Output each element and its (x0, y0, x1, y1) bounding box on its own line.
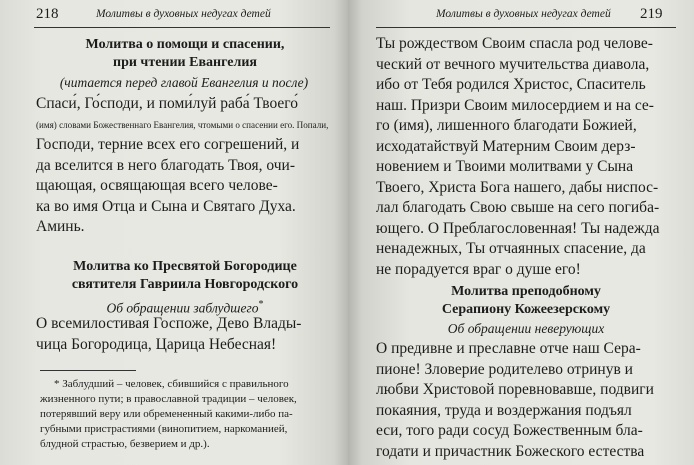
prayer2-title-line: святителя Гавриила Новгородского (71, 277, 299, 292)
prayer1-rubric: (читается перед главой Евангелия и после) (59, 75, 309, 90)
text-line: еси, того ради сосуд Божественным бла- (376, 422, 643, 439)
text-line: исходатайствуй Матерним Своим дерз- (376, 137, 636, 155)
text-line: покаяния, труда и воздержания подъял (376, 401, 632, 419)
footnote (40, 377, 330, 452)
footnote-line: губными пристрастиями (винопитием, наркоманией, (40, 423, 288, 435)
text-line: Спаси́, Го́споди, и поми́луй раба́ Твоего́ (36, 95, 298, 112)
prayer1-title-line: Молитва о помощи и спасении, (85, 37, 285, 52)
prayer3-title-line: Серапиону Кожеезерскому (441, 302, 611, 317)
right-page (348, 0, 694, 465)
prayer2-title (40, 258, 330, 294)
text-line: (имя) словами Божественнаго Евангелия, чтомыми о спасении его. Попали, (36, 119, 329, 130)
text-line: Ты рождеством Своим спасла род челове- (376, 35, 653, 52)
text-line: да вселится в него благодать Твоя, очи- (36, 156, 295, 174)
prayer1-text (36, 94, 332, 238)
prayer1-title-line: при чтении Евангелия (113, 55, 257, 70)
text-line: лал благодать Свою свыше на сего погиба- (376, 199, 660, 216)
prayer2-subtitle-text: Об обращении заблудшего (106, 300, 259, 316)
footnote-line: * Заблудший – человек, сбившийся с правильного (54, 378, 289, 390)
header-rule-right (376, 27, 676, 28)
text-line: щающая, освящающая всего челове- (36, 177, 278, 194)
text-line: го (имя), лишенного благодати Божией, (376, 117, 637, 134)
prayer2-title-line: Молитва ко Пресвятой Богородице (73, 259, 297, 274)
text-line: не порадуется враг о душе его! (376, 260, 581, 278)
text-line: наш. Призри Своим милосердием и на се- (376, 96, 654, 114)
text-line: Господи, терние всех его согрешений, и (36, 136, 300, 153)
text-line: ненадежных, Ты отчаянных спасение, да (376, 240, 646, 257)
footnote-line: жизненного пути; в православной традиции – человек, (40, 393, 297, 405)
text-line: ка во имя Отца и Сына и Святаго Духа. (36, 197, 296, 215)
footnote-line: блудной страстью, безверием и др.). (40, 438, 210, 450)
prayer3-subtitle: Об обращении неверующих (447, 321, 605, 336)
prayer2-continuation (376, 34, 676, 280)
footnote-mark: * (258, 299, 264, 310)
text-line: О всемилостивая Госпоже, Дево Влады- (36, 315, 302, 332)
text-line: Аминь. (36, 218, 85, 235)
running-head-left: Молитвы в духовных недугах детей (96, 8, 271, 20)
text-line: пионе! Зловерие родителево отринув и (376, 360, 633, 378)
text-line: годати и причастник Божеского естества (376, 442, 645, 460)
text-line: ющего. О Преблагословенная! Ты надежда (376, 219, 660, 237)
prayer3-text (376, 339, 676, 462)
text-line: Твоего, Христа Бога нашего, дабы ниспос- (376, 178, 659, 196)
text-line: О предивне и преславне отче наш Сера- (376, 340, 641, 357)
page-number-left: 218 (36, 6, 59, 22)
text-line: новением и Твоими молитвами у Сына (376, 158, 634, 175)
prayer3-title-line: Молитва преподобному (451, 284, 601, 299)
footnote-rule (40, 370, 136, 371)
prayer2-text (36, 314, 332, 355)
text-line: ческий от вечного мучительства диавола, (376, 55, 650, 73)
footnote-line: потерявший веру или обремененный какими-либо па- (40, 408, 293, 420)
text-line: ибо от Тебя родился Христос, Спаситель (376, 76, 646, 93)
text-line: чица Богородица, Царица Небесная! (36, 335, 277, 353)
page-number-right: 219 (640, 6, 663, 22)
text-line: любви Христовой поревновавше, подвиги (376, 381, 654, 398)
prayer3-title (376, 283, 676, 319)
running-head-right: Молитвы в духовных недугах детей (436, 8, 611, 20)
header-rule-left (34, 27, 330, 28)
prayer1-title (40, 36, 330, 72)
